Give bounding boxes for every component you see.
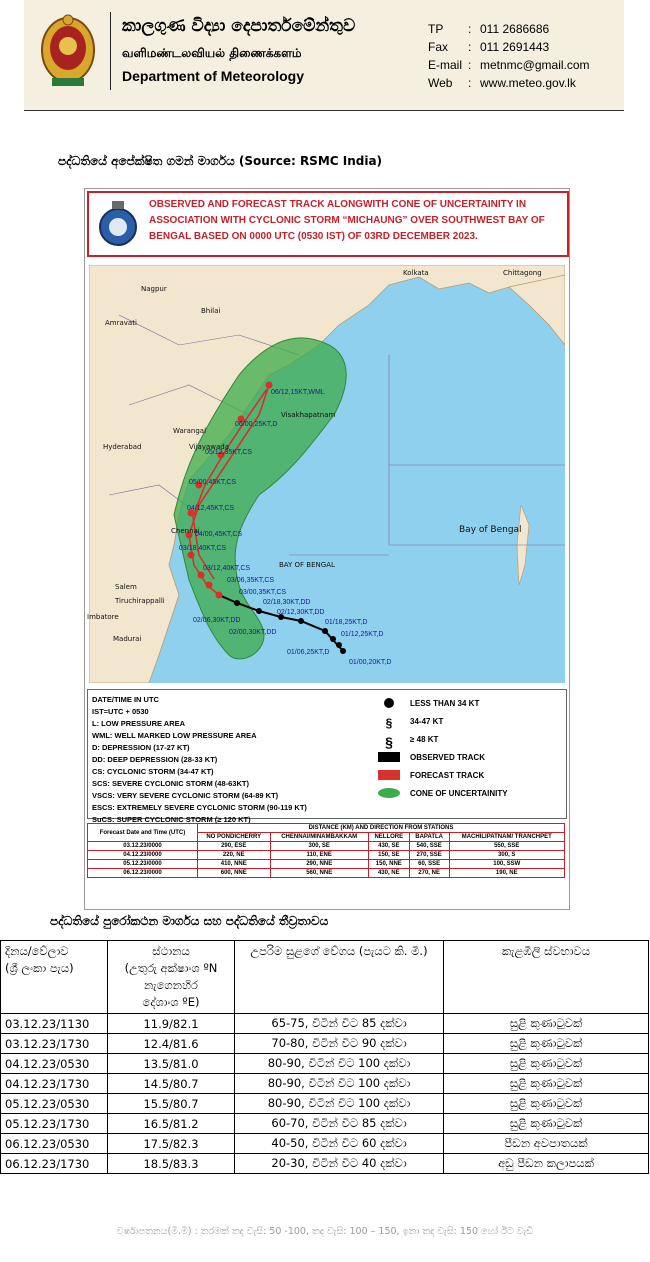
table-cell: 220, NE xyxy=(197,851,270,860)
track-map-panel xyxy=(84,188,570,910)
contact-tp: TP : 011 2686686 xyxy=(428,22,550,36)
place-vijayawada: Vijayawada xyxy=(189,443,229,451)
table-cell: 13.5/81.0 xyxy=(108,1054,235,1074)
dept-name-sinhala: කාලගුණ විද්‍යා දෙපාර්තමේන්තුව xyxy=(122,16,356,36)
legend-symbols: LESS THAN 34 KT § 34-47 KT § ≥ 48 KT OBSERVED TRACK FORECAST TRACK CONE OF UNCERTAINITY xyxy=(378,694,562,802)
track-label: 04/12,45KT,CS xyxy=(187,505,235,512)
track-label: 05/12,35KT,CS xyxy=(205,449,253,456)
table-cell: 12.4/81.6 xyxy=(108,1034,235,1054)
track-label: 04/00,45KT,CS xyxy=(195,531,243,538)
table-cell: 300, S xyxy=(449,851,564,860)
map-title: OBSERVED AND FORECAST TRACK ALONGWITH CONE OF UNCERTAINITY IN ASSOCIATION WITH CYCLONIC STORM “MICHAUNG” OVER SOUTHWEST BAY OF BENGAL BASED ON 0000 UTC (0530 IST) OF 03RD DECEMBER 2023. xyxy=(149,199,545,242)
table-cell: 17.5/82.3 xyxy=(108,1134,235,1154)
track-label: 01/00,20KT,D xyxy=(349,659,392,666)
map-header xyxy=(87,191,569,257)
track-label: 01/06,25KT,D xyxy=(287,649,330,656)
dept-name-english: Department of Meteorology xyxy=(122,68,305,84)
track-label: 03/00,35KT,CS xyxy=(239,589,287,596)
track-label: 05/00,45KT,CS xyxy=(189,479,237,486)
place-madurai: Madurai xyxy=(113,635,142,643)
track-label: 02/12,30KT,DD xyxy=(277,609,325,616)
table-row xyxy=(1,1074,649,1094)
table-cell: 05.12.23/0530 xyxy=(1,1094,108,1114)
table-cell: 80-90, විටින් විට 100 දක්වා xyxy=(235,1054,444,1074)
table-cell: 290, NNE xyxy=(270,860,368,869)
table-cell: 65-75, විටින් විට 85 දක්වා xyxy=(235,1014,444,1034)
table-cell: අඩු පීඩන කලාපයක් xyxy=(444,1154,649,1174)
place-bhilai: Bhilai xyxy=(201,307,221,315)
table-row xyxy=(1,1134,649,1154)
legend-item: WML: WELL MARKED LOW PRESSURE AREA xyxy=(92,731,257,740)
observed-track-swatch xyxy=(378,752,400,762)
table-cell: 40-50, විටින් විට 60 දක්වා xyxy=(235,1134,444,1154)
place-salem: Salem xyxy=(115,583,137,591)
table-cell: 190, NE xyxy=(449,869,564,878)
place-hyderabad: Hyderabad xyxy=(103,443,142,451)
table-cell: 430, SE xyxy=(368,842,409,851)
contact-fax: Fax : 011 2691443 xyxy=(428,40,550,54)
imd-logo-icon xyxy=(95,199,141,249)
table-cell: 270, SSE xyxy=(409,851,449,860)
table-row xyxy=(1,1034,649,1054)
place-tiruchirappalli: Tiruchirappalli xyxy=(115,597,165,605)
section-title-forecast: පද්ධතියේ පුරෝකථන මාර්ගය සහ පද්ධතියේ තීව්‍රතාවය xyxy=(50,914,329,928)
track-label: 01/18,25KT,D xyxy=(325,619,368,626)
table-row xyxy=(88,869,565,878)
legend-item: SCS: SEVERE CYCLONIC STORM (48-63KT) xyxy=(92,779,249,788)
legend-item: IST=UTC + 0530 xyxy=(92,707,149,716)
place-imbatore: Imbatore xyxy=(87,613,119,621)
forecast-table xyxy=(0,940,649,1174)
track-label: 01/12,25KT,D xyxy=(341,631,384,638)
legend-item: VSCS: VERY SEVERE CYCLONIC STORM (64-89 KT) xyxy=(92,791,279,800)
table-cell: 430, NE xyxy=(368,869,409,878)
place-amravati: Amravati xyxy=(105,319,137,327)
table-row xyxy=(1,1014,649,1034)
place-nagpur: Nagpur xyxy=(141,285,167,293)
legend-item: CS: CYCLONIC STORM (34-47 KT) xyxy=(92,767,214,776)
table-cell: 560, NNE xyxy=(270,869,368,878)
table-cell: සුළි කුණාටුවක් xyxy=(444,1074,649,1094)
table-cell: 150, SE xyxy=(368,851,409,860)
dot-icon xyxy=(384,698,394,708)
table-cell: 540, SSE xyxy=(409,842,449,851)
table-row xyxy=(88,860,565,869)
track-label: 02/06,30KT,DD xyxy=(193,617,241,624)
table-cell: 06.12.23/0000 xyxy=(88,869,198,878)
table-cell: 14.5/80.7 xyxy=(108,1074,235,1094)
table-cell: 05.12.23/1730 xyxy=(1,1114,108,1134)
table-cell: 16.5/81.2 xyxy=(108,1114,235,1134)
table-row xyxy=(88,842,565,851)
cyclone-symbol-icon: § xyxy=(385,716,393,730)
table-row xyxy=(1,1154,649,1174)
table-cell: 150, NNE xyxy=(368,860,409,869)
track-label: 03/12,40KT,CS xyxy=(203,565,251,572)
table-cell: 11.9/82.1 xyxy=(108,1014,235,1034)
table-cell: සුළි කුණාටුවක් xyxy=(444,1014,649,1034)
table-cell: 18.5/83.3 xyxy=(108,1154,235,1174)
track-label: 03/06,35KT,CS xyxy=(227,577,275,584)
table-cell: 20-30, විටින් විට 40 දක්වා xyxy=(235,1154,444,1174)
contact-web: Web : www.meteo.gov.lk xyxy=(428,76,576,90)
table-cell: පීඩන අවපාතයක් xyxy=(444,1134,649,1154)
table-cell: 04.12.23/1730 xyxy=(1,1074,108,1094)
legend-abbreviations xyxy=(92,694,307,826)
section-title-track: පද්ධතියේ අපේක්ෂිත ගමන් මාර්ගය (Source: RSMC India) xyxy=(58,154,383,168)
table-cell: 04.12.23/0530 xyxy=(1,1054,108,1074)
table-cell: 600, NNE xyxy=(197,869,270,878)
table-row xyxy=(1,1094,649,1114)
table-cell: 270, NE xyxy=(409,869,449,878)
table-row xyxy=(1,1054,649,1074)
table-row xyxy=(88,851,565,860)
table-row xyxy=(1,1114,649,1134)
severe-cyclone-symbol-icon: § xyxy=(385,734,393,750)
track-label: 02/00,30KT,DD xyxy=(229,629,277,636)
table-cell: සුළි කුණාටුවක් xyxy=(444,1054,649,1074)
table-cell: 03.12.23/1730 xyxy=(1,1034,108,1054)
track-label: 03/18,40KT,CS xyxy=(179,545,227,552)
place-visakhapatnam: Visakhapatnam xyxy=(281,411,336,419)
header-date: දිනය/වේලාව (ශ්‍රී ලංකා පැය) xyxy=(1,941,108,1014)
table-cell: 80-90, විටින් විට 100 දක්වා xyxy=(235,1094,444,1114)
dept-name-tamil: வளிமண்டலவியல் திணைக்களம் xyxy=(122,46,302,60)
table-cell: 05.12.23/0000 xyxy=(88,860,198,869)
legend-item: DD: DEEP DEPRESSION (28-33 KT) xyxy=(92,755,218,764)
track-label: 06/00,25KT,D xyxy=(235,421,278,428)
contact-email: E-mail : metnmc@gmail.com xyxy=(428,58,590,72)
distance-table: Forecast Date and Time (UTC) DISTANCE (KM) AND DIRECTION FROM STATIONS NO PONDICHERRY CHENNAI/MINAMBAKKAM NELLORE BAPATLA MACHILIPATNAM/ TRANCHPET 03.12.23/0000 290, ESE 300, SE 430, SE 540, SSE 550, SSE 04.12.23/0000 220, NE 110, ENE 150, SE 270, SSE 300, S 05.12.23/0000 410, NNE 290, NNE 150, NNE 60, SSE 100, SSW 06.12.23/0000 600, NNE 560, NNE 430, NE 270, NE 190, NE xyxy=(87,823,565,878)
table-cell: 100, SSW xyxy=(449,860,564,869)
table-cell: 06.12.23/0530 xyxy=(1,1134,108,1154)
place-warangal: Warangal xyxy=(173,427,207,435)
table-cell: සුළි කුණාටුවක් xyxy=(444,1114,649,1134)
table-cell: 550, SSE xyxy=(449,842,564,851)
table-cell: 410, NNE xyxy=(197,860,270,869)
forecast-track-swatch xyxy=(378,770,400,780)
table-header-row xyxy=(1,941,649,1014)
legend-item: DATE/TIME IN UTC xyxy=(92,695,159,704)
sri-lanka-emblem-icon xyxy=(38,12,98,92)
table-cell: 290, ESE xyxy=(197,842,270,851)
table-cell: 15.5/80.7 xyxy=(108,1094,235,1114)
table-cell: සුළි කුණාටුවක් xyxy=(444,1034,649,1054)
cone-swatch xyxy=(378,788,400,798)
place-chennai: Chennai xyxy=(171,527,200,535)
place-chittagong: Chittagong xyxy=(503,269,542,277)
table-cell: සුළි කුණාටුවක් xyxy=(444,1094,649,1114)
track-label: 02/18,30KT,DD xyxy=(263,599,311,606)
map-legend xyxy=(87,689,567,824)
track-label: 06/12,15KT,WML xyxy=(271,389,325,396)
table-cell: 70-80, විටින් විට 90 දක්වා xyxy=(235,1034,444,1054)
header-divider xyxy=(110,12,111,90)
header-wind: උපරිම සුළගේ වේගය (පැයට කි. මී.) xyxy=(235,941,444,1014)
table-cell: 03.12.23/1130 xyxy=(1,1014,108,1034)
legend-item: D: DEPRESSION (17-27 KT) xyxy=(92,743,190,752)
table-cell: 110, ENE xyxy=(270,851,368,860)
header-position: ස්ථානය (උතුරු අක්ෂාංශ ºN නැගෙනහිර දේශාංශ ºE) xyxy=(108,941,235,1014)
table-cell: 300, SE xyxy=(270,842,368,851)
label-bay-of-bengal: Bay of Bengal xyxy=(459,525,522,535)
table-cell: 03.12.23/0000 xyxy=(88,842,198,851)
header-nature: කැළඹීලි ස්වභාවය xyxy=(444,941,649,1014)
label-bay-of-bengal-caps: BAY OF BENGAL xyxy=(279,561,335,569)
table-cell: 60-70, විටින් විට 85 දක්වා xyxy=(235,1114,444,1134)
rainfall-footnote: වර්ෂාපතනය(මි.මී) : තරමක් තද වැසි: 50 -100, තද වැසි: 100 – 150, ඉතා තද වැසි: 150 හෝ ඊට වැඩි xyxy=(116,1226,534,1237)
contact-block xyxy=(428,20,590,92)
legend-item: SuCS: SUPER CYCLONIC STORM (≥ 120 KT) xyxy=(92,815,251,824)
letterhead xyxy=(24,0,624,111)
place-kolkata: Kolkata xyxy=(403,269,429,277)
table-cell: 04.12.23/0000 xyxy=(88,851,198,860)
table-cell: 06.12.23/1730 xyxy=(1,1154,108,1174)
table-cell: 80-90, විටින් විට 100 දක්වා xyxy=(235,1074,444,1094)
legend-item: L: LOW PRESSURE AREA xyxy=(92,719,186,728)
legend-item: ESCS: EXTREMELY SEVERE CYCLONIC STORM (90-119 KT) xyxy=(92,803,307,812)
table-cell: 60, SSE xyxy=(409,860,449,869)
